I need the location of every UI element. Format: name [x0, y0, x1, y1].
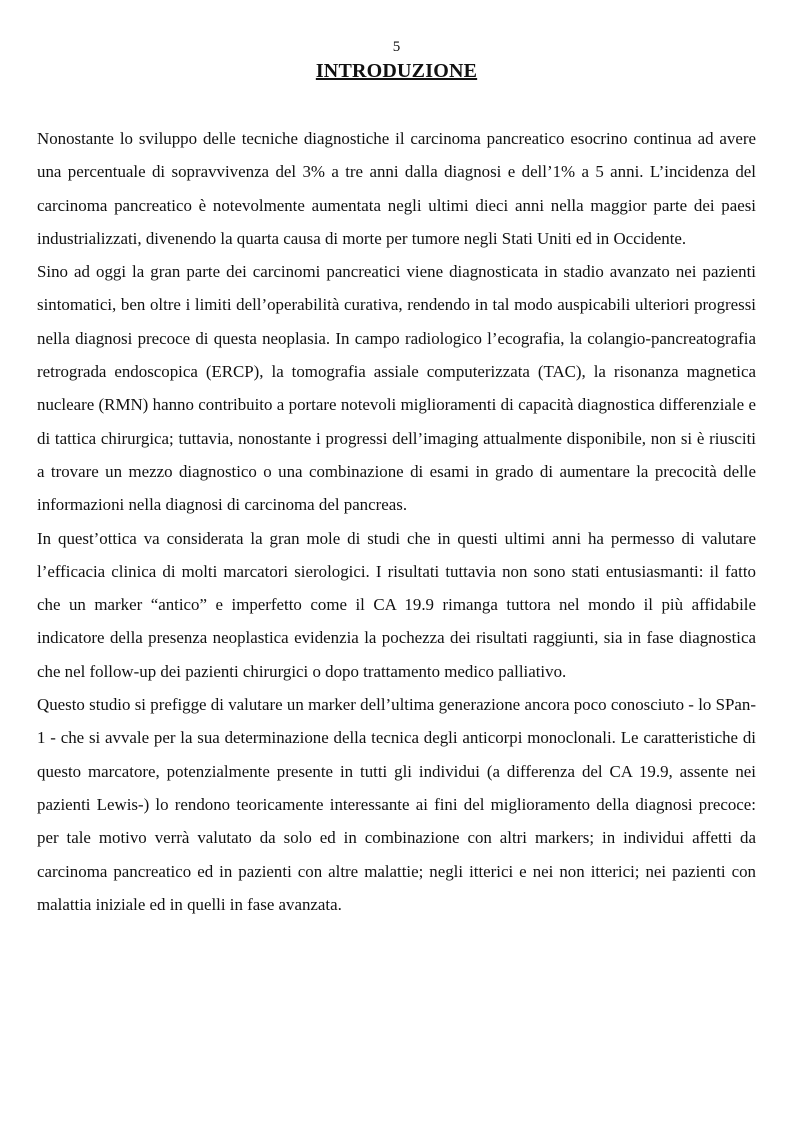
paragraph-3: In quest’ottica va considerata la gran mole di studi che in questi ultimi anni ha permesso di valutare l’efficacia clinica di molti marcatori sierologici. I risultati tuttavia non sono stati entusiasmanti: il fatto che un marker “antico” e imperfetto come il CA 19.9 rimanga tuttora nel mondo il più affidabile indicatore della presenza neoplastica evidenzia la pochezza dei risultati raggiunti, sia in fase diagnostica che nel follow-up dei pazienti chirurgici o dopo trattamento medico palliativo.	[37, 528, 756, 681]
paragraph-1: Nonostante lo sviluppo delle tecniche diagnostiche il carcinoma pancreatico esocrino continua ad avere una percentuale di sopravvivenza del 3% a tre anni dalla diagnosi e dell’1% a 5 anni. L’incidenza del carcinoma pancreatico è notevolmente aumentata negli ultimi dieci anni nella maggior parte dei paesi industrializzati, divenendo la quarta causa di morte per tumore negli Stati Uniti ed in Occidente.	[37, 129, 756, 248]
paragraph-2: Sino ad oggi la gran parte dei carcinomi pancreatici viene diagnosticata in stadio avanzato nei pazienti sintomatici, ben oltre i limiti dell’operabilità curativa, rendendo in tal modo auspicabili ulteriori progressi nella diagnosi precoce di questa neoplasia. In campo radiologico l’ecografia, la colangio-pancreatografia retrograda endoscopica (ERCP), la tomografia assiale computerizzata (TAC), la risonanza magnetica nucleare (RMN) hanno contribuito a portare notevoli miglioramenti di capacità diagnostica differenziale e di tattica chirurgica; tuttavia, nonostante i progressi dell’imaging attualmente disponibile, non si è riusciti a trovare un mezzo diagnostico o una combinazione di esami in grado di aumentare la precocità delle informazioni nella diagnosi di carcinoma del pancreas.	[37, 262, 756, 515]
page-number: 5	[392, 39, 401, 55]
page-title: INTRODUZIONE	[315, 60, 478, 82]
paragraph-4: Questo studio si prefigge di valutare un marker dell’ultima generazione ancora poco conosciuto - lo SPan-1 - che si avvale per la sua determinazione della tecnica degli anticorpi monoclonali. Le caratteristiche di questo marcatore, potenzialmente presente in tutti gli individui (a differenza del CA 19.9, assente nei pazienti Lewis-) lo rendono teoricamente interessante ai fini del miglioramento della diagnosi precoce: per tale motivo verrà valutato da solo ed in combinazione con altri markers; in individui affetti da carcinoma pancreatico ed in pazienti con altre malattie; negli itterici e nei non itterici; nei pazienti con malattia iniziale ed in quelli in fase avanzata.	[37, 695, 756, 914]
body-text	[37, 122, 756, 921]
